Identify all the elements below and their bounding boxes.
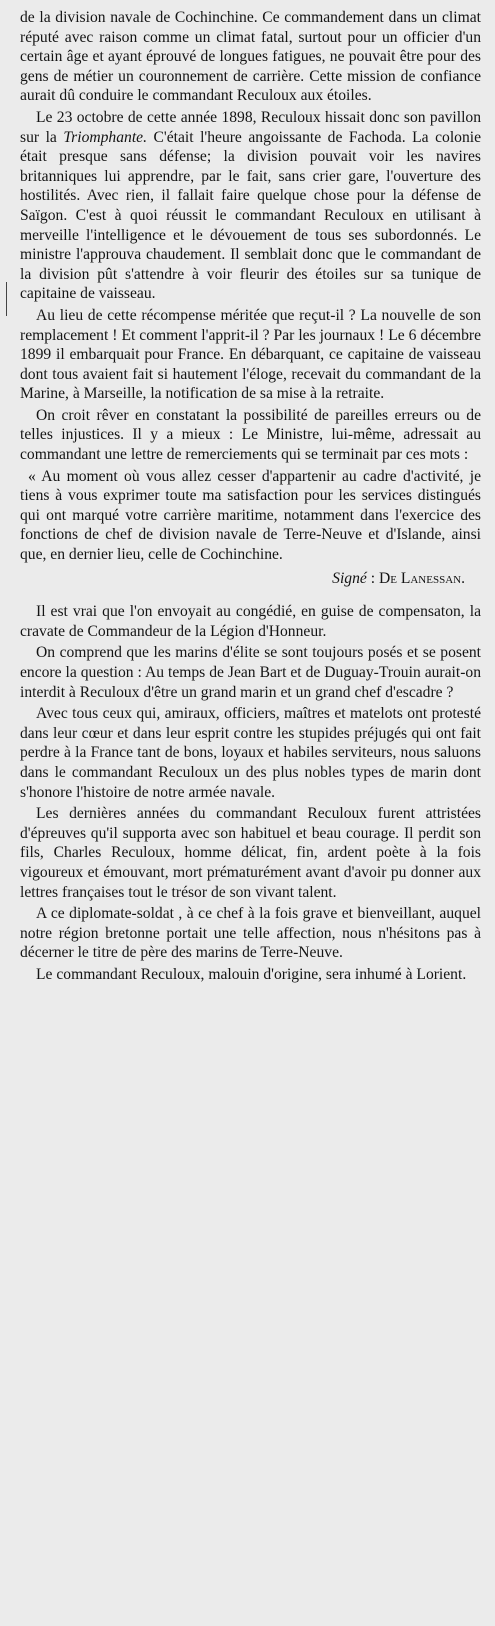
paragraph-triomphante-end: C'était l'heure angoissante de Fachoda. La colonie était presque sans défense; la division pouvait voir les navires britanniques lui apprendre, par le fait, sans crier gare, l'ouverture des hostilités. Avec rien, il fallait faire quelque chose pour la défense de Saïgon. C'est à quoi réussit le commandant Reculoux en utilisant à merveille l'intelligence et le dévouement de tous ses subordonnés. Le ministre l'approuva chaudement. Il semblait donc que le commandant de la division pût s'attendre à voir fleurir des étoiles sur sa tunique de capitaine de vaisseau.: [20, 128, 481, 303]
paragraph-diplomate-soldat: A ce diplomate-soldat , à ce chef à la fois grave et bienveillant, auquel notre région bretonne portait une telle affection, nous n'hésitons pas à décerner le titre de père des marins de Terre-Neuve.: [20, 905, 481, 962]
minister-quote: « Au moment où vous allez cesser d'appartenir au cadre d'activité, je tiens à vous exprimer toute ma satisfaction pour les services distingués qui ont marqué votre carrière maritime, notamment dans l'exercice des fonctions de chef de division navale de Terre-Neuve et d'Islande, ainsi que, en dernier lieu, celle de Cochinchine.: [20, 467, 481, 564]
paragraph-inhumation: Le commandant Reculoux, malouin d'origine, sera inhumé à Lorient.: [36, 965, 467, 983]
signed-label: Signé: [332, 569, 367, 587]
paragraph-salut: Avec tous ceux qui, amiraux, officiers, maîtres et matelots ont protesté dans leur cœur et dans leur esprit contre les stupides préjugés qui ont fait perdre à la France tant de bons, loyaux et habiles serviteurs, nous saluons dans le commandant Reculoux un des plus nobles types de marin dont s'honore l'histoire de notre armée navale.: [20, 705, 481, 801]
margin-rule: [6, 282, 7, 316]
paragraph-epreuves: Les dernières années du commandant Reculoux furent attristées d'épreuves qu'il supporta avec son habituel et beau courage. Il perdit son fils, Charles Reculoux, homme délicat, fin, ardent poète à la fois vigoureux et émouvant, mort prématurément avant d'avoir pu donner aux lettres françaises tout le trésor de son vivant talent.: [20, 805, 481, 901]
paragraph-division-navale: de la division navale de Cochinchine. Ce commandement dans un climat réputé avec raison comme un climat fatal, surtout pour un officier d'un certain âge et ayant éprouvé de longues fatigues, ne pouvait être pour des gens de métier un couronnement de carrière. Cette mission de confiance aurait dû conduire le commandant Reculoux aux étoiles.: [20, 9, 481, 105]
signed-separator: :: [366, 569, 379, 587]
paragraph-triomphante: [20, 108, 481, 304]
paragraph-conge: Il est vrai que l'on envoyait au congédié, en guise de compensaton, la cravate de Commandeur de la Légion d'Honneur.: [20, 603, 481, 640]
paragraph-recompense: Au lieu de cette récompense méritée que reçut-il ? La nouvelle de son remplacement ! Et comment l'apprit-il ? Par les journaux ! Le 6 décembre 1899 il embarquait pour France. En débarquant, ce capitaine de vaisseau dont tous avaient fait si hautement l'éloge, recevait du commandant de la Marine, à Marseille, la notification de sa mise à la retraite.: [20, 306, 481, 403]
ship-name: Triomphante.: [63, 128, 147, 146]
paragraph-triomphante-start: Le 23 octobre de cette année 1898, Reculoux hissait donc son pavillon sur la: [20, 108, 481, 146]
signed-name: De Lanessan.: [378, 569, 465, 587]
signature-line: [20, 569, 481, 589]
paragraph-question: On comprend que les marins d'élite se sont toujours posés et se posent encore la question : Au temps de Jean Bart et de Duguay-Trouin aurait-on interdit à Reculoux d'être un grand marin et un grand chef d'escadre ?: [20, 644, 481, 701]
paragraph-ministre: On croit rêver en constatant la possibilité de pareilles erreurs ou de telles injustices. Il y a mieux : Le Ministre, lui-même, adressait au commandant une lettre de remerciements qui se terminait par ces mots :: [20, 406, 481, 464]
